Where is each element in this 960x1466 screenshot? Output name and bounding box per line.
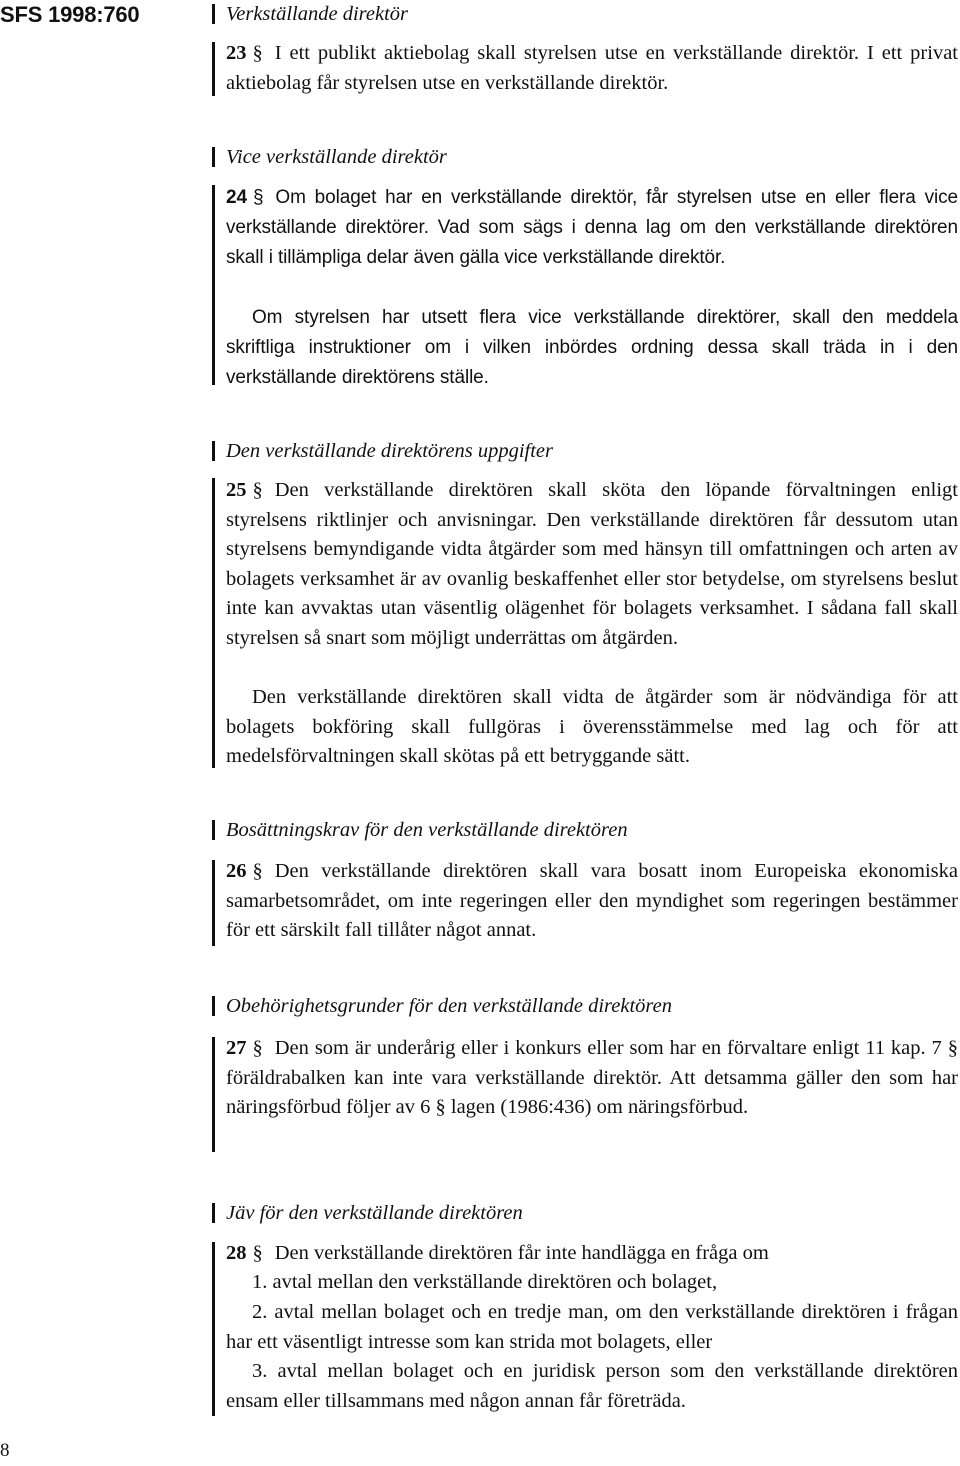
- section-25-paragraph: [226, 476, 958, 653]
- section-symbol: §: [252, 42, 263, 64]
- paragraph-text: Om bolaget har en verkställande direktör, får styrelsen utse en eller flera vice verkställande direktörer. Vad som sägs i denna lag om den verkställande direktören skall i tillämpliga delar även gälla vice verkställande direktör.: [226, 187, 958, 268]
- change-bar: [212, 4, 215, 24]
- section-symbol: §: [435, 1096, 446, 1118]
- paragraph-text: föräldrabalken kan inte vara verkställande direktör. Att detsamma gäller den som har näringsförbud följer av 6: [226, 1066, 958, 1118]
- paragraph-text: Den verkställande direktören skall vara bosatt inom Europeiska ekonomiska samarbetsområdet, om inte regeringen eller den myndighet som regeringen bestämmer för ett särskilt fall tillåter något annat.: [226, 860, 958, 941]
- section-number: 28: [226, 1242, 247, 1264]
- change-bar: [212, 147, 215, 167]
- section-heading: Jäv för den verkställande direktören: [226, 1202, 523, 1224]
- section-23-paragraph: [226, 39, 958, 98]
- section-number: 26: [226, 860, 247, 882]
- section-heading: Vice verkställande direktör: [226, 146, 447, 168]
- section-24-paragraph: [226, 183, 958, 273]
- section-heading: Bosättningskrav för den verkställande direktören: [226, 819, 628, 841]
- section-heading: Den verkställande direktörens uppgifter: [226, 440, 553, 462]
- section-number: 27: [226, 1037, 247, 1059]
- sfs-number: SFS 1998:760: [0, 2, 140, 27]
- section-heading: Obehörighetsgrunder för den verkställande direktören: [226, 995, 672, 1017]
- change-bar: [212, 820, 215, 840]
- change-bar: [212, 1242, 215, 1416]
- paragraph-text: Den verkställande direktören skall sköta den löpande förvaltningen enligt styrelsens riktlinjer och anvisningar. Den verkställande direktören får dessutom utan styrelsens bemyndigande vidta åtgärder som med hänsyn till omfattningen och arten av bolagets verksamhet är av ovanlig beskaffenhet eller stor betydelse, om styrelsens beslut inte kan avvaktas utan väsentlig olägenhet för bolagets verksamhet. I sådana fall skall styrelsen så snart som möjligt underrättas om åtgärden.: [226, 479, 958, 649]
- section-number: 23: [226, 42, 247, 64]
- list-item: 1. avtal mellan den verkställande direktören och bolaget,: [252, 1271, 718, 1293]
- section-symbol: §: [252, 860, 263, 882]
- section-24-paragraph-2: Om styrelsen har utsett flera vice verkställande direktörer, skall den meddela skriftliga instruktioner om i vilken inbördes ordning dessa skall träda in i den verkställande direktörens ställe.: [226, 307, 958, 388]
- section-symbol: §: [947, 1037, 958, 1059]
- change-bar: [212, 478, 215, 768]
- section-heading: Verkställande direktör: [226, 3, 408, 25]
- change-bar: [212, 996, 215, 1016]
- section-symbol: §: [252, 1037, 263, 1059]
- section-symbol: §: [252, 1242, 263, 1264]
- change-bar: [212, 1203, 215, 1223]
- list-item: 2. avtal mellan bolaget och en tredje man, om den verkställande direktören i frågan har ett väsentligt intresse som kan strida mot bolagets, eller: [226, 1301, 958, 1353]
- paragraph-text: Den som är underårig eller i konkurs eller som har en förvaltare enligt 11 kap. 7: [274, 1037, 942, 1059]
- page-number: 8: [0, 1440, 10, 1461]
- change-bar: [212, 441, 215, 461]
- section-number: 24: [226, 187, 247, 208]
- section-symbol: §: [252, 479, 263, 501]
- paragraph-text: Den verkställande direktören får inte handlägga en fråga om: [274, 1242, 769, 1264]
- section-number: 25: [226, 479, 247, 501]
- list-item: 3. avtal mellan bolaget och en juridisk person som den verkställande direktören ensam eller tillsammans med någon annan får företräda.: [226, 1360, 958, 1412]
- section-27-paragraph: [226, 1034, 958, 1123]
- section-26-paragraph: [226, 857, 958, 946]
- paragraph-text: I ett publikt aktiebolag skall styrelsen utse en verkställande direktör. I ett privat aktiebolag får styrelsen utse en verkställande direktör.: [226, 42, 958, 94]
- paragraph-text: lagen (1986:436) om näringsförbud.: [450, 1096, 749, 1118]
- section-25-paragraph-2: Den verkställande direktören skall vidta de åtgärder som är nödvändiga för att bolagets bokföring skall fullgöras i överensstämmelse med lag och för att medelsförvaltningen skall skötas på ett betryggande sätt.: [226, 686, 958, 767]
- change-bar: [212, 185, 215, 385]
- change-bar: [212, 42, 215, 96]
- section-28-paragraph: [226, 1239, 958, 1269]
- change-bar: [212, 860, 215, 946]
- change-bar: [212, 1037, 215, 1152]
- section-symbol: §: [252, 187, 264, 208]
